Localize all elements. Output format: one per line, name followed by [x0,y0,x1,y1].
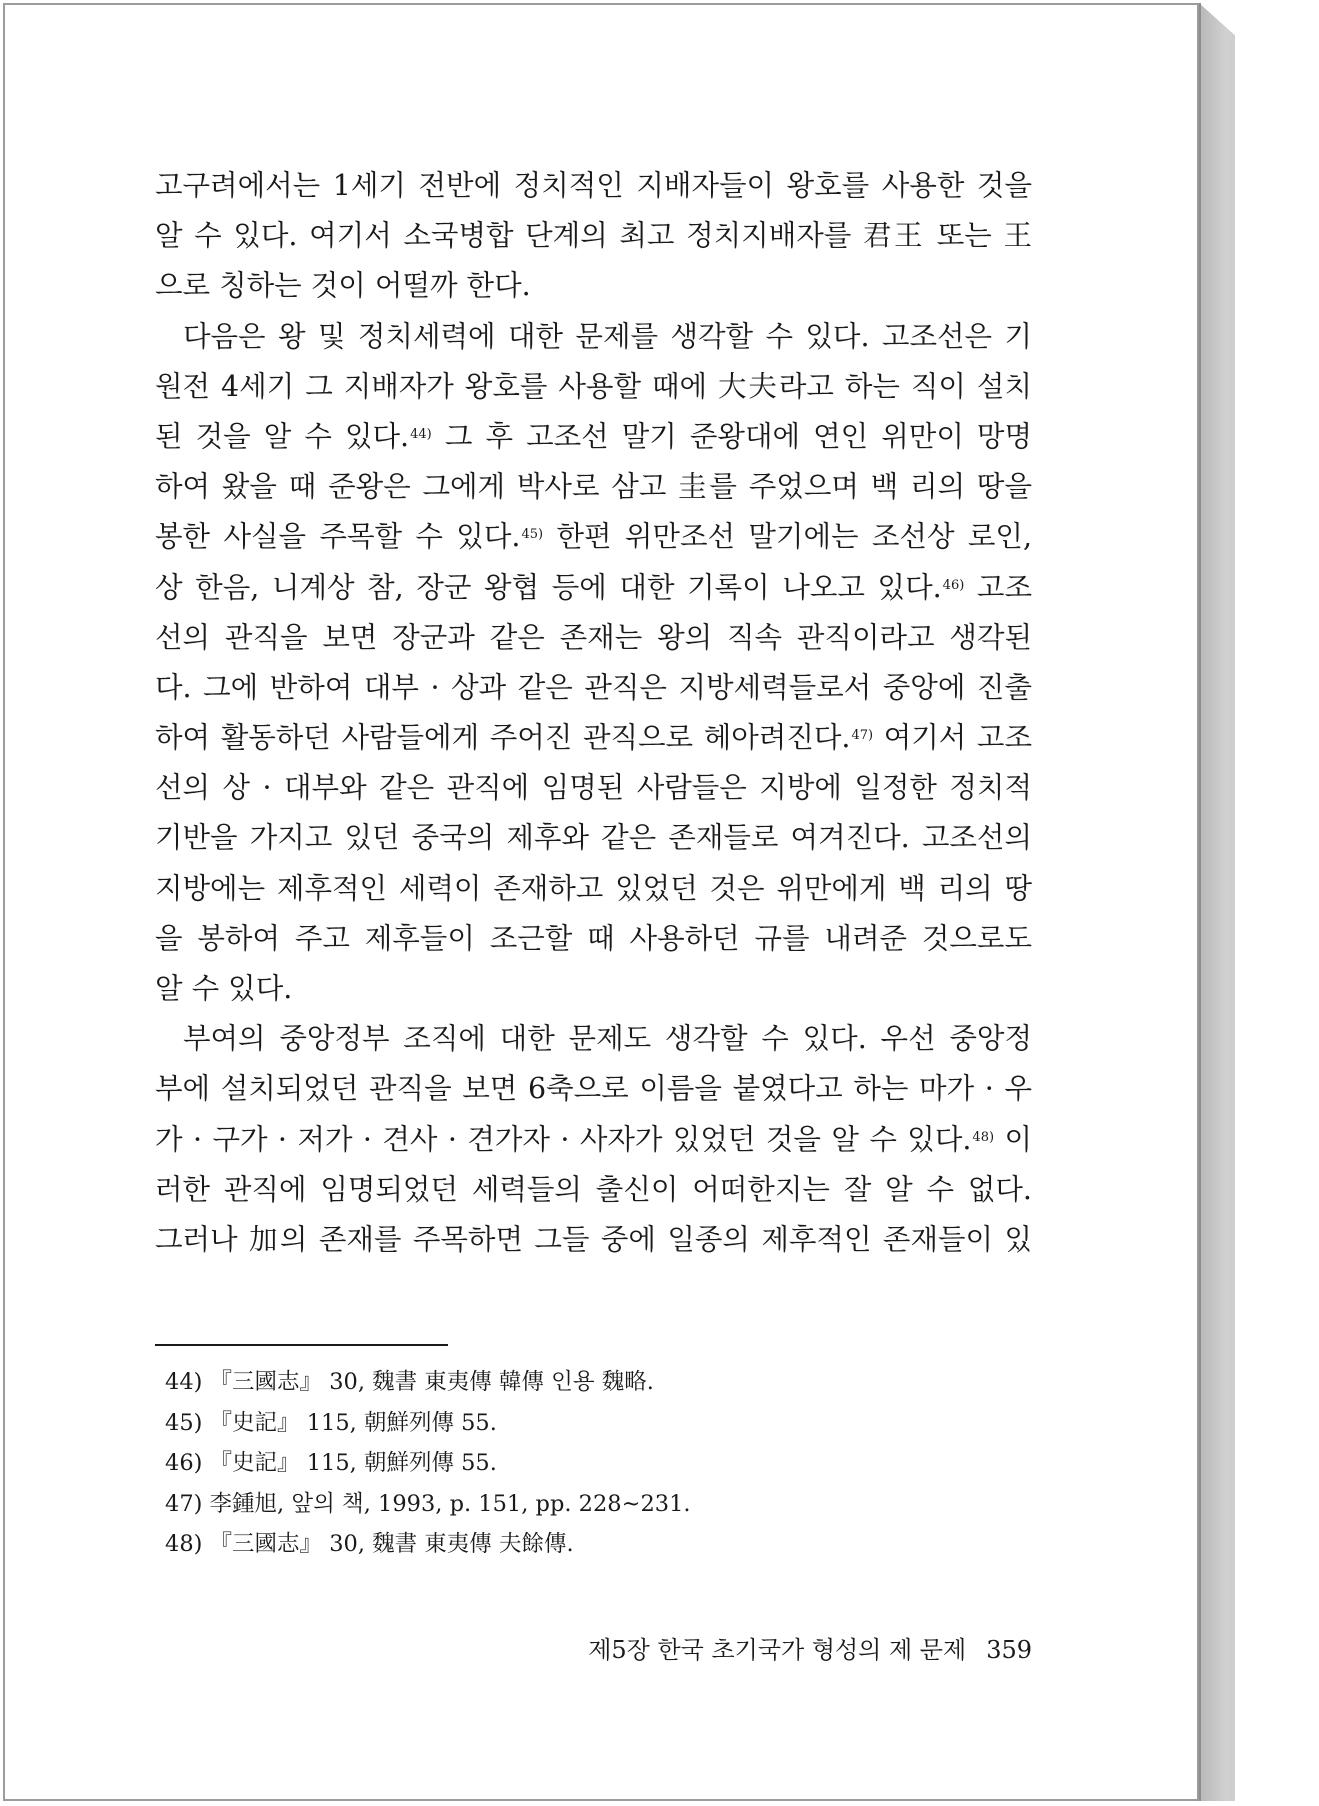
body-line-2: 알 수 있다. 여기서 소국병합 단계의 최고 정치지배자를 君王 또는 王 [155,219,1032,253]
body-line-16: 을 봉하여 주고 제후들이 조근할 때 사용하던 규를 내려준 것으로도 [155,921,1032,955]
footnote-ref-46: 46) [942,577,965,593]
body-text [155,161,1032,1265]
body-line-15: 지방에는 제후적인 세력이 존재하고 있었던 것은 위만에게 백 리의 땅 [155,871,1032,905]
footnote-rule [155,1344,448,1346]
chapter-title: 제5장 한국 초기국가 형성의 제 문제 [588,1636,967,1664]
body-line-18: 부여의 중앙정부 조직에 대한 문제도 생각할 수 있다. 우선 중앙정 [183,1022,1032,1056]
body-line-14: 기반을 가지고 있던 중국의 제후와 같은 존재들로 여겨진다. 고조선의 [155,821,1032,855]
footnote-ref-44: 44) [410,426,432,442]
footnote-45: 45) 『史記』 115, 朝鮮列傳 55. [165,1409,497,1436]
body-line-13: 선의 상 · 대부와 같은 관직에 임명된 사람들은 지방에 일정한 정치적 [155,771,1032,805]
body-line-5: 원전 4세기 그 지배자가 왕호를 사용할 때에 大夫라고 하는 직이 설치 [155,369,1032,403]
body-line-4: 다음은 왕 및 정치세력에 대한 문제를 생각할 수 있다. 고조선은 기 [183,319,1032,353]
body-line-11: 다. 그에 반하여 대부 · 상과 같은 관직은 지방세력들로서 중앙에 진출 [155,670,1032,704]
footnote-ref-47: 47) [851,728,874,744]
footnote-ref-45: 45) [521,527,544,543]
body-line-3: 으로 칭하는 것이 어떨까 한다. [155,269,531,303]
page-edge [1199,3,1289,1801]
running-footer [582,1630,1032,1665]
footnote-48: 48) 『三國志』 30, 魏書 東夷傳 夫餘傳. [165,1531,574,1557]
footnote-46: 46) 『史記』 115, 朝鮮列傳 55. [165,1450,497,1476]
footnote-47: 47) 李鍾旭, 앞의 책, 1993, p. 151, pp. 228~231. [165,1490,691,1517]
footnote-44: 44) 『三國志』 30, 魏書 東夷傳 韓傳 인용 魏略. [165,1369,654,1395]
body-line-10: 선의 관직을 보면 장군과 같은 존재는 왕의 직속 관직이라고 생각된 [155,620,1032,654]
body-line-1: 고구려에서는 1세기 전반에 정치적인 지배자들이 왕호를 사용한 것을 [155,169,1032,202]
body-line-17: 알 수 있다. [155,972,293,1005]
body-line-12: 하여 활동하던 사람들에게 주어진 관직으로 헤아려진다.$^{47)}$ 여기서 고조 [155,721,1032,755]
body-line-20: 가 · 구가 · 저가 · 견사 · 견가자 · 사자가 있었던 것을 알 수 있다.$^{48)}$ 이 [155,1122,1032,1156]
footnote-ref-48: 48) [972,1129,995,1145]
body-line-6: 된 것을 알 수 있다.$^{44)}$ 그 후 고조선 말기 준왕대에 연인 위만이 망명 [155,419,1032,453]
page-number: 359 [986,1636,1032,1664]
body-line-8: 봉한 사실을 주목할 수 있다.$^{45)}$ 한편 위만조선 말기에는 조선상 로인, [155,520,1032,554]
page-edge-line [1199,3,1201,1801]
footnotes [165,1362,1025,1565]
body-line-22: 그러나 加의 존재를 주목하면 그들 중에 일종의 제후적인 존재들이 있 [155,1222,1032,1256]
body-line-19: 부에 설치되었던 관직을 보면 6축으로 이름을 붙였다고 하는 마가 · 우 [155,1072,1032,1106]
body-line-9: 상 한음, 니계상 참, 장군 왕협 등에 대한 기록이 나오고 있다.$^{46)}$ 고조 [155,570,1032,604]
body-line-7: 하여 왔을 때 준왕은 그에게 박사로 삼고 圭를 주었으며 백 리의 땅을 [155,470,1032,504]
body-line-21: 러한 관직에 임명되었던 세력들의 출신이 어떠한지는 잘 알 수 없다. [155,1172,1032,1206]
